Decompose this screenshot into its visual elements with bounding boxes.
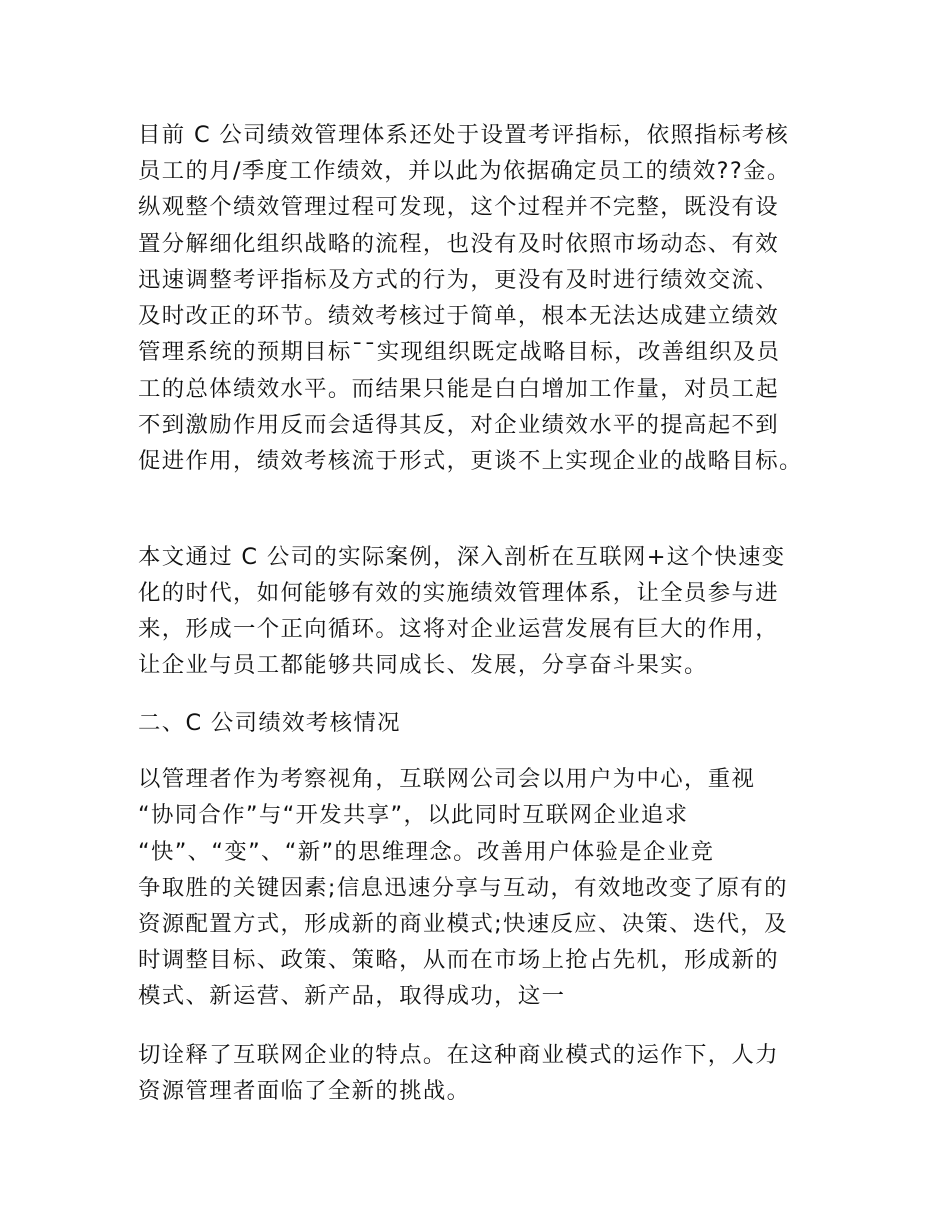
text-line: 资源配置方式，形成新的商业模式;快速反应、决策、迭代，及 xyxy=(138,911,788,937)
text-line: 不到激励作用反而会适得其反，对企业绩效水平的提高起不到 xyxy=(138,412,779,438)
text-line: 以管理者作为考察视角，互联网公司会以用户为中心，重视 xyxy=(138,766,756,792)
text-line: 化的时代，如何能够有效的实施绩效管理体系，让全员参与进 xyxy=(138,580,779,606)
text-line: 置分解细化组织战略的流程，也没有及时依照市场动态、有效 xyxy=(138,231,779,257)
text-line: “快”、“变”、“新”的思维理念。改善用户体验是企业竞 xyxy=(138,839,715,865)
text-line: 切诠释了互联网企业的特点。在这种商业模式的运作下，人力 xyxy=(138,1042,779,1068)
text-line: 本文通过 C 公司的实际案例，深入剖析在互联网+这个快速变 xyxy=(138,544,786,570)
text-line: “协同合作”与“开发共享”，以此同时互联网企业追求 xyxy=(138,802,689,828)
text-line: 促进作用，绩效考核流于形式，更谈不上实现企业的战略目标。 xyxy=(138,448,803,474)
text-line: 时调整目标、政策、策略，从而在市场上抢占先机，形成新的 xyxy=(138,947,779,973)
text-line: 及时改正的环节。绩效考核过于简单，根本无法达成建立绩效 xyxy=(138,303,779,329)
text-line: 工的总体绩效水平。而结果只能是白白增加工作量，对员工起 xyxy=(138,376,779,402)
text-line: 员工的月/季度工作绩效，并以此为依据确定员工的绩效??金。 xyxy=(138,158,791,184)
text-line: 管理系统的预期目标¯¯实现组织既定战略目标，改善组织及员 xyxy=(138,339,781,365)
section-heading: 二、C 公司绩效考核情况 xyxy=(138,710,401,736)
text-line: 资源管理者面临了全新的挑战。 xyxy=(138,1078,471,1104)
text-line: 让企业与员工都能够共同成长、发展，分享奋斗果实。 xyxy=(138,652,708,678)
text-line: 来，形成一个正向循环。这将对企业运营发展有巨大的作用， xyxy=(138,616,779,642)
text-line: 争取胜的关键因素;信息迅速分享与互动，有效地改变了原有的 xyxy=(138,875,788,901)
text-line: 目前 C 公司绩效管理体系还处于设置考评指标，依照指标考核 xyxy=(138,122,790,148)
text-line: 迅速调整考评指标及方式的行为，更没有及时进行绩效交流、 xyxy=(138,267,779,293)
text-line: 模式、新运营、新产品，取得成功，这一 xyxy=(138,983,566,1009)
text-line: 纵观整个绩效管理过程可发现，这个过程并不完整，既没有设 xyxy=(138,194,779,220)
